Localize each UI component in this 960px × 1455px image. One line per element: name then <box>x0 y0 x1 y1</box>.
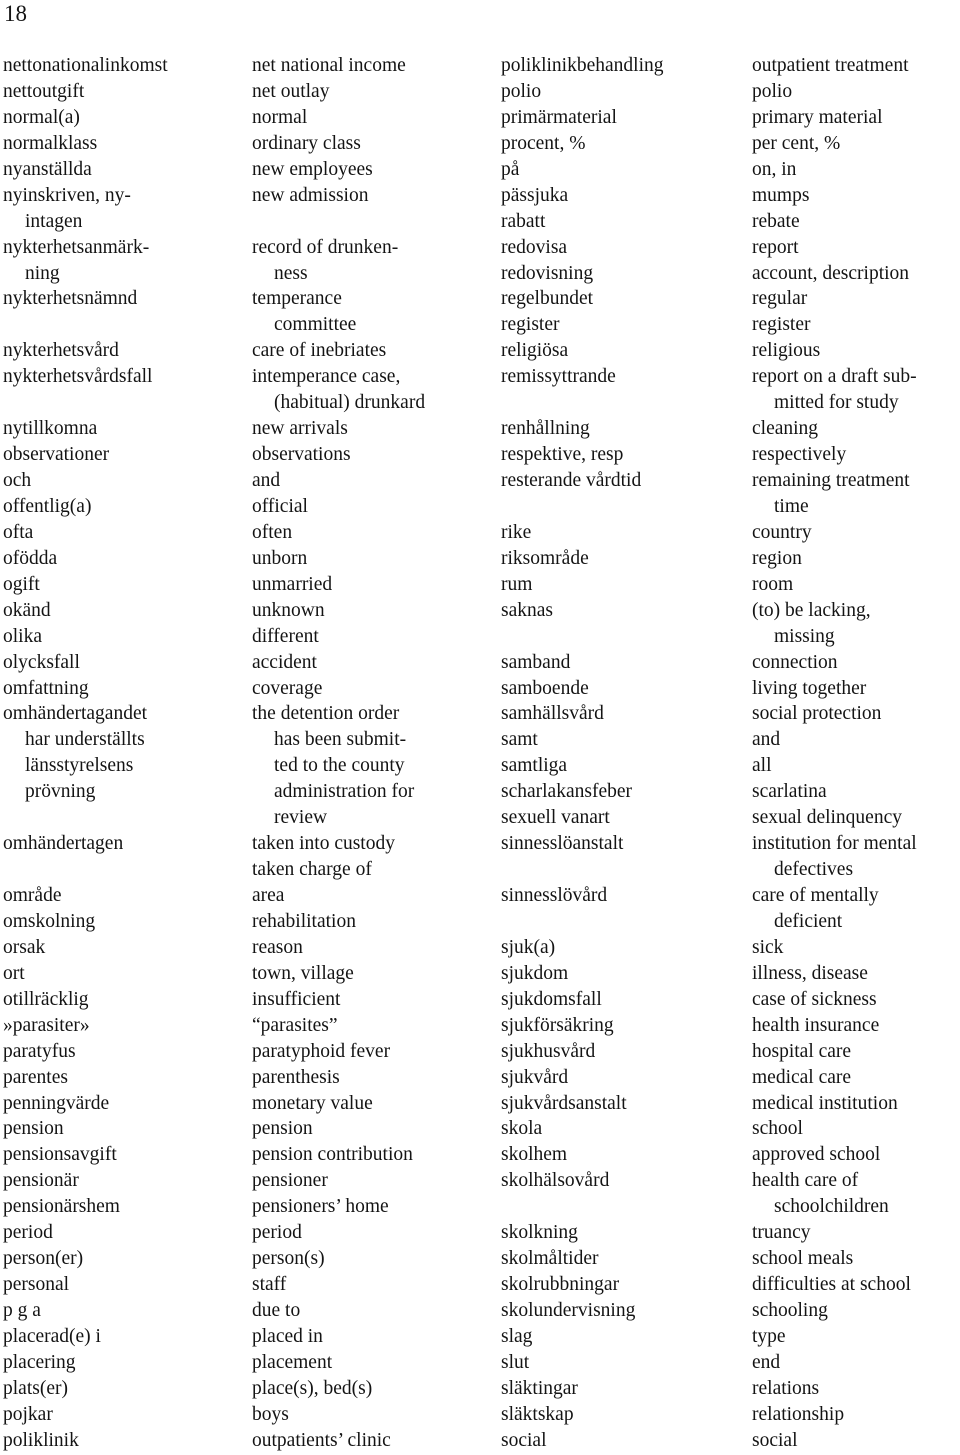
swedish-term: rum <box>501 573 533 595</box>
blank-line <box>501 494 741 520</box>
english-term: unmarried <box>252 573 333 595</box>
blank-line <box>3 857 243 883</box>
swedish-term: placering <box>3 1351 76 1373</box>
english-term: register <box>752 314 811 336</box>
swedish-term: period <box>3 1222 53 1244</box>
english-terms-column-1 <box>252 53 492 1454</box>
swedish-term: pensionär <box>3 1170 79 1192</box>
english-term: connection <box>752 651 838 673</box>
english-term: end <box>752 1351 781 1373</box>
swedish-term: normalklass <box>3 132 98 154</box>
swedish-term: poliklinikbehandling <box>501 55 664 76</box>
swedish-term: nytillkomna <box>3 418 98 440</box>
swedish-term: olika <box>3 625 42 647</box>
english-term: difficulties at school <box>752 1274 911 1296</box>
english-term: observations <box>252 444 351 466</box>
swedish-term: nykterhetsanmärk- <box>3 236 150 258</box>
swedish-term: nettoutgift <box>3 80 85 102</box>
swedish-term: skolkning <box>501 1222 578 1244</box>
english-term: school <box>752 1118 803 1140</box>
english-term: unknown <box>252 599 325 621</box>
english-term: taken charge of <box>252 859 372 881</box>
english-term: different <box>252 625 319 647</box>
swedish-term: remissyttrande <box>501 366 616 388</box>
swedish-term: sjukvård <box>501 1066 569 1088</box>
swedish-term: ofödda <box>3 547 58 569</box>
english-term: accident <box>252 651 317 673</box>
english-term: taken into custody <box>252 833 395 855</box>
swedish-term: saknas <box>501 599 553 621</box>
english-term: social <box>752 1429 798 1451</box>
english-term: health care of <box>752 1170 859 1192</box>
english-term: truancy <box>752 1222 811 1244</box>
swedish-term: penningvärde <box>3 1092 110 1114</box>
swedish-term: poliklinik <box>3 1429 79 1451</box>
english-term: regular <box>752 288 808 310</box>
english-terms-column-2 <box>752 53 958 1454</box>
english-term: region <box>752 547 802 569</box>
english-term: (to) be lacking, <box>752 599 871 621</box>
swedish-term: redovisa <box>501 236 568 258</box>
english-term: rehabilitation <box>252 910 356 932</box>
swedish-term: sjukdom <box>501 962 569 984</box>
swedish-terms-column-2 <box>501 53 741 1454</box>
swedish-term: pojkar <box>3 1403 53 1425</box>
swedish-term: släktskap <box>501 1403 574 1425</box>
swedish-term: sinnesslövård <box>501 885 608 906</box>
english-term: all <box>752 755 772 777</box>
english-term: approved school <box>752 1144 881 1166</box>
english-term: scarlatina <box>752 781 827 803</box>
swedish-term: sinnesslöanstalt <box>501 833 624 855</box>
swedish-term: skolhälsovård <box>501 1170 610 1192</box>
english-term: period <box>252 1222 302 1244</box>
english-term: time <box>774 495 809 517</box>
swedish-term: sjukvårdsanstalt <box>501 1092 627 1114</box>
english-term: respectively <box>752 444 847 466</box>
english-term: ordinary class <box>252 132 361 154</box>
swedish-term: har underställts <box>25 729 145 751</box>
swedish-term: omhändertagandet <box>3 703 148 725</box>
swedish-term: intagen <box>25 210 83 232</box>
english-term: illness, disease <box>752 962 868 984</box>
swedish-term: sjuk(a) <box>501 936 556 958</box>
english-term: (habitual) drunkard <box>274 392 426 414</box>
english-term: care of mentally <box>752 885 879 906</box>
swedish-term: otillräcklig <box>3 988 89 1010</box>
english-term: deficient <box>774 910 843 932</box>
swedish-term: »parasiter» <box>3 1014 90 1036</box>
english-term: report on a draft sub- <box>752 366 917 388</box>
swedish-term: plats(er) <box>3 1377 68 1399</box>
swedish-term: parentes <box>3 1066 68 1088</box>
english-term: placed in <box>252 1325 323 1347</box>
english-term: place(s), bed(s) <box>252 1377 373 1399</box>
english-term: due to <box>252 1300 301 1321</box>
english-term: often <box>252 521 293 543</box>
swedish-term: observationer <box>3 444 110 466</box>
swedish-term: samband <box>501 651 571 673</box>
english-term: health insurance <box>752 1014 880 1036</box>
english-term: type <box>752 1325 786 1347</box>
swedish-term: respektive, resp <box>501 444 624 466</box>
english-term: schoolchildren <box>774 1196 889 1218</box>
swedish-term: prövning <box>25 781 96 803</box>
english-term: institution for mental <box>752 833 917 855</box>
english-term: record of drunken- <box>252 236 399 258</box>
english-term: mumps <box>752 184 810 206</box>
english-term: committee <box>274 314 357 336</box>
english-term: room <box>752 573 794 595</box>
swedish-term: samtliga <box>501 755 568 777</box>
swedish-term: nykterhetsvårdsfall <box>3 366 153 388</box>
swedish-term: ofta <box>3 521 34 543</box>
english-term: new arrivals <box>252 418 348 440</box>
swedish-term: nyanställda <box>3 158 92 180</box>
english-term: has been submit- <box>274 729 407 751</box>
english-term: hospital care <box>752 1040 852 1062</box>
english-term: primary material <box>752 106 883 128</box>
blank-line <box>501 624 741 650</box>
swedish-term: polio <box>501 80 542 102</box>
english-term: new admission <box>252 184 369 206</box>
english-term: defectives <box>774 859 854 881</box>
english-term: rebate <box>752 210 800 232</box>
swedish-term: pensionsavgift <box>3 1144 117 1166</box>
swedish-term: skolhem <box>501 1144 568 1166</box>
swedish-term: länsstyrelsens <box>25 755 134 777</box>
swedish-term: resterande vårdtid <box>501 470 642 491</box>
english-term: ted to the county <box>274 755 405 777</box>
english-term: pension <box>252 1118 313 1140</box>
english-term: town, village <box>252 962 354 984</box>
english-term: boys <box>252 1403 289 1425</box>
english-term: medical care <box>752 1066 852 1088</box>
english-term: pensioner <box>252 1170 328 1192</box>
english-term: relations <box>752 1377 820 1399</box>
blank-line <box>501 857 741 883</box>
swedish-term: scharlakansfeber <box>501 781 633 803</box>
blank-line <box>3 390 243 416</box>
english-term: review <box>274 807 328 829</box>
swedish-term: och <box>3 470 32 491</box>
swedish-term: pensionärshem <box>3 1196 120 1218</box>
english-term: pension contribution <box>252 1144 413 1166</box>
english-term: schooling <box>752 1300 828 1321</box>
swedish-term: samboende <box>501 677 589 699</box>
english-term: coverage <box>252 677 323 699</box>
english-term: cleaning <box>752 418 819 440</box>
english-term: new employees <box>252 158 373 180</box>
english-term: normal <box>252 106 308 128</box>
swedish-term: skola <box>501 1118 543 1140</box>
english-term: social protection <box>752 703 882 725</box>
swedish-term: procent, % <box>501 132 586 154</box>
swedish-term: pässjuka <box>501 184 569 206</box>
english-term: polio <box>752 80 793 102</box>
english-term: temperance <box>252 288 342 310</box>
blank-line <box>252 209 492 235</box>
swedish-term: social <box>501 1429 547 1451</box>
swedish-term: på <box>501 158 520 180</box>
swedish-term: nykterhetsvård <box>3 340 119 362</box>
english-term: and <box>252 470 281 491</box>
english-term: placement <box>252 1351 333 1373</box>
english-term: the detention order <box>252 703 400 725</box>
swedish-term: regelbundet <box>501 288 594 310</box>
swedish-term: sexuell vanart <box>501 807 610 829</box>
english-term: mitted for study <box>774 392 899 414</box>
swedish-term: slut <box>501 1351 530 1373</box>
blank-line <box>501 1194 741 1220</box>
swedish-term: omfattning <box>3 677 89 699</box>
page-number: 18 <box>4 1 27 26</box>
english-term: sick <box>752 936 784 958</box>
english-term: pensioners’ home <box>252 1196 389 1218</box>
swedish-term: placerad(e) i <box>3 1325 101 1347</box>
english-term: administration for <box>274 781 415 803</box>
swedish-term: nykterhetsnämnd <box>3 288 138 310</box>
swedish-term: rabatt <box>501 210 546 232</box>
english-term: religious <box>752 340 821 362</box>
swedish-term: område <box>3 885 62 906</box>
english-term: “parasites” <box>252 1014 338 1036</box>
english-term: and <box>752 729 781 751</box>
blank-line <box>3 312 243 338</box>
swedish-term: okänd <box>3 599 51 621</box>
swedish-term: riksområde <box>501 547 589 569</box>
swedish-term: redovisning <box>501 262 594 284</box>
english-term: living together <box>752 677 867 699</box>
swedish-term: personal <box>3 1274 70 1296</box>
english-term: country <box>752 521 812 543</box>
english-term: relationship <box>752 1403 845 1425</box>
swedish-term: olycksfall <box>3 651 80 673</box>
swedish-term: samhällsvård <box>501 703 604 725</box>
swedish-term: ning <box>25 262 60 284</box>
english-term: missing <box>774 625 835 647</box>
blank-line <box>501 390 741 416</box>
english-term: area <box>252 885 285 906</box>
english-term: insufficient <box>252 988 341 1010</box>
english-term: person(s) <box>252 1248 325 1270</box>
swedish-term: pension <box>3 1118 64 1140</box>
swedish-term: ort <box>3 962 25 984</box>
swedish-term: skolrubbningar <box>501 1274 620 1296</box>
english-term: school meals <box>752 1248 854 1270</box>
swedish-term: religiösa <box>501 340 569 362</box>
english-term: reason <box>252 936 303 958</box>
swedish-term: nyinskriven, ny- <box>3 184 131 206</box>
english-term: outpatient treatment <box>752 55 909 76</box>
english-term: sexual delinquency <box>752 807 902 829</box>
swedish-term: släktingar <box>501 1377 578 1399</box>
swedish-terms-column-1 <box>3 53 243 1454</box>
english-term: net outlay <box>252 80 330 102</box>
swedish-term: omhändertagen <box>3 833 124 855</box>
swedish-term: ogift <box>3 573 40 595</box>
english-term: case of sickness <box>752 988 877 1010</box>
swedish-term: rike <box>501 521 532 543</box>
blank-line <box>501 909 741 935</box>
swedish-term: samt <box>501 729 538 751</box>
english-term: remaining treatment <box>752 470 910 491</box>
swedish-term: register <box>501 314 560 336</box>
blank-line <box>3 805 243 831</box>
english-term: official <box>252 495 308 517</box>
english-term: unborn <box>252 547 308 569</box>
swedish-term: sjukhusvård <box>501 1040 596 1062</box>
swedish-term: nettonationalinkomst <box>3 55 168 76</box>
swedish-term: person(er) <box>3 1248 84 1270</box>
swedish-term: renhållning <box>501 418 590 440</box>
english-term: outpatients’ clinic <box>252 1429 391 1451</box>
english-term: paratyphoid fever <box>252 1040 391 1062</box>
english-term: ness <box>274 262 308 284</box>
english-term: medical institution <box>752 1092 898 1114</box>
english-term: care of inebriates <box>252 340 387 362</box>
english-term: per cent, % <box>752 132 841 154</box>
swedish-term: paratyfus <box>3 1040 76 1062</box>
english-term: parenthesis <box>252 1066 340 1088</box>
swedish-term: sjukdomsfall <box>501 988 602 1010</box>
swedish-term: omskolning <box>3 910 96 932</box>
swedish-term: primärmaterial <box>501 106 617 128</box>
english-term: report <box>752 236 799 258</box>
swedish-term: sjukförsäkring <box>501 1014 614 1036</box>
english-term: monetary value <box>252 1092 373 1114</box>
swedish-term: orsak <box>3 936 46 958</box>
english-term: intemperance case, <box>252 366 401 388</box>
swedish-term: skolundervisning <box>501 1300 636 1321</box>
swedish-term: slag <box>501 1325 533 1347</box>
swedish-term: offentlig(a) <box>3 495 92 517</box>
english-term: staff <box>252 1274 287 1296</box>
english-term: account, description <box>752 262 910 284</box>
english-term: on, in <box>752 158 797 180</box>
swedish-term: p g a <box>3 1300 41 1321</box>
swedish-term: skolmåltider <box>501 1248 599 1270</box>
swedish-term: normal(a) <box>3 106 80 128</box>
english-term: net national income <box>252 55 406 76</box>
